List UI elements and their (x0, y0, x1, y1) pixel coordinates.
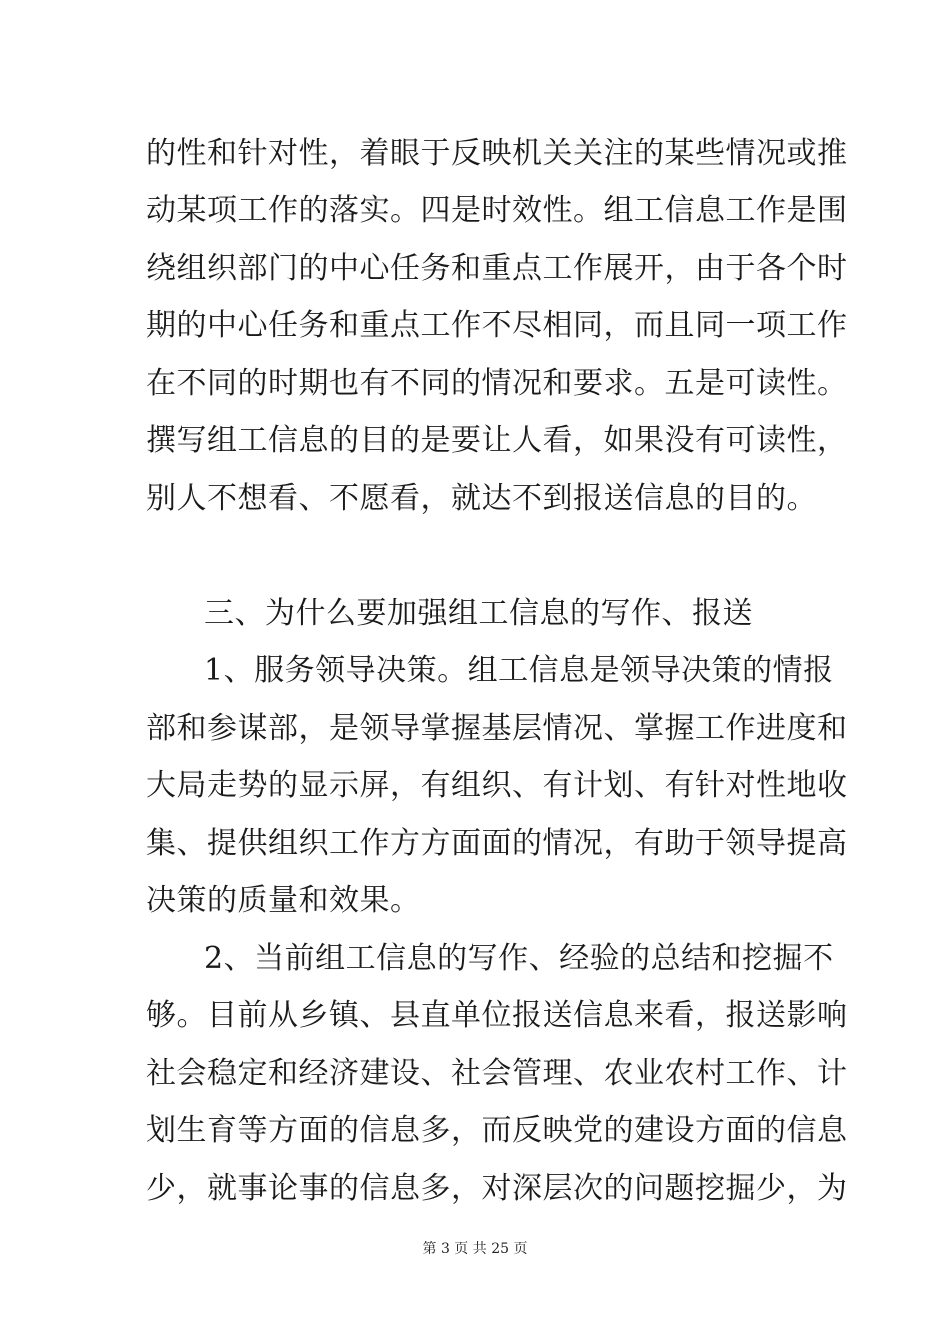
body-text-line: 划生育等方面的信息多，而反映党的建设方面的信息 (146, 1113, 848, 1148)
body-text-line: 决策的质量和效果。 (146, 883, 421, 918)
page-number-footer: 第 3 页 共 25 页 (422, 1241, 528, 1257)
body-text-line: 动某项工作的落实。四是时效性。组工信息工作是围 (146, 193, 848, 228)
body-text-line: 大局走势的显示屏，有组织、有计划、有针对性地收 (146, 768, 848, 803)
body-text-line: 绕组织部门的中心任务和重点工作展开，由于各个时 (146, 251, 848, 286)
body-text-line: 期的中心任务和重点工作不尽相同，而且同一项工作 (146, 308, 848, 343)
section-heading: 三、为什么要加强组工信息的写作、报送 (204, 596, 753, 631)
body-text-line: 少，就事论事的信息多，对深层次的问题挖掘少，为 (146, 1171, 848, 1206)
body-text-line: 集、提供组织工作方方面面的情况，有助于领导提高 (146, 826, 848, 861)
body-text-line: 别人不想看、不愿看，就达不到报送信息的目的。 (146, 481, 817, 516)
body-text-line: 够。目前从乡镇、县直单位报送信息来看，报送影响 (146, 998, 848, 1033)
body-text-line: 部和参谋部，是领导掌握基层情况、掌握工作进度和 (146, 711, 848, 746)
body-text-line: 撰写组工信息的目的是要让人看，如果没有可读性， (146, 423, 848, 458)
body-text-line: 社会稳定和经济建设、社会管理、农业农村工作、计 (146, 1056, 848, 1091)
paragraph-start-line: 1、服务领导决策。组工信息是领导决策的情报 (204, 653, 834, 688)
body-text-line: 的性和针对性，着眼于反映机关关注的某些情况或推 (146, 136, 848, 171)
body-text-line: 在不同的时期也有不同的情况和要求。五是可读性。 (146, 366, 848, 401)
paragraph-start-line: 2、当前组工信息的写作、经验的总结和挖掘不 (204, 941, 834, 976)
